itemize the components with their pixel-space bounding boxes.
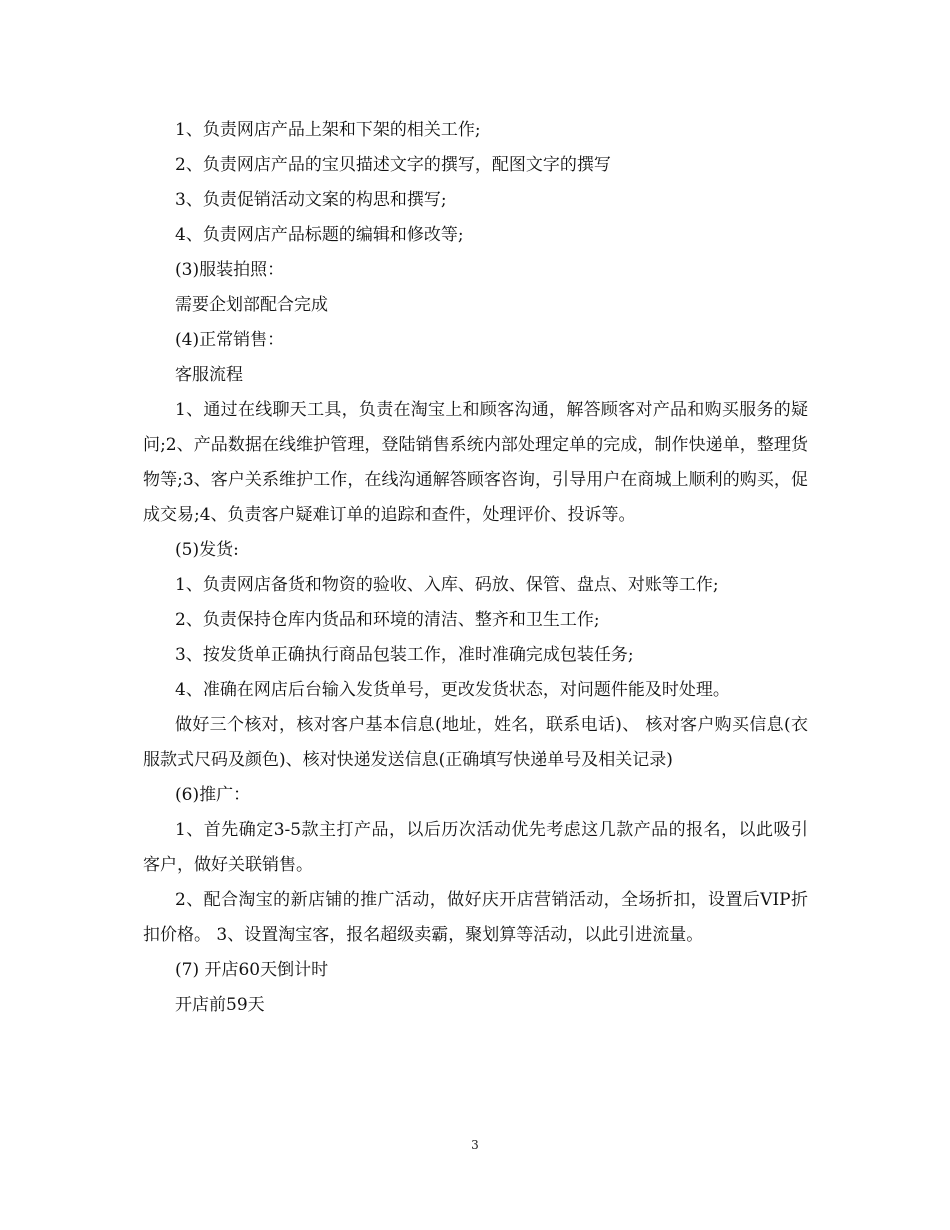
paragraph-shipping-task-1: 1、负责网店备货和物资的验收、入库、码放、保管、盘点、对账等工作; <box>175 575 719 595</box>
paragraph-countdown-day: 开店前59天 <box>175 995 265 1015</box>
section-heading-shipping: (5)发货: <box>175 540 239 560</box>
document-body <box>143 113 808 1023</box>
paragraph-promotion-task-2: 2、配合淘宝的新店铺的推广活动，做好庆开店营销活动，全场折扣，设置后VIP折扣价格。 3、设置淘宝客，报名超级卖霸，聚划算等活动，以此引进流量。 <box>143 890 808 945</box>
section-heading-sales: (4)正常销售： <box>175 330 285 350</box>
paragraph-customer-service-duties: 1、通过在线聊天工具，负责在淘宝上和顾客沟通，解答顾客对产品和购买服务的疑问;2、产品数据在线维护管理，登陆销售系统内部处理定单的完成，制作快递单，整理货物等;3、客户关系维护工作，在线沟通解答顾客咨询，引导用户在商城上顺利的购买，促成交易;4、负责客户疑难订单的追踪和查件，处理评价、投诉等。 <box>143 400 808 525</box>
paragraph-listing-task-2: 2、负责网店产品的宝贝描述文字的撰写，配图文字的撰写 <box>175 155 611 175</box>
paragraph-three-checks: 做好三个核对，核对客户基本信息(地址，姓名，联系电话)、 核对客户购买信息(衣服款式尺码及颜色)、核对快递发送信息(正确填写快递单号及相关记录) <box>143 715 808 770</box>
paragraph-listing-task-3: 3、负责促销活动文案的构思和撰写; <box>175 190 447 210</box>
section-heading-countdown: (7) 开店60天倒计时 <box>175 960 329 980</box>
paragraph-listing-task-1: 1、负责网店产品上架和下架的相关工作; <box>175 120 481 140</box>
paragraph-shipping-task-2: 2、负责保持仓库内货品和环境的清洁、整齐和卫生工作; <box>175 610 600 630</box>
subheading-customer-service: 客服流程 <box>175 365 243 385</box>
section-heading-photography: (3)服装拍照： <box>175 260 285 280</box>
section-heading-promotion: (6)推广： <box>175 785 251 805</box>
paragraph-photography-note: 需要企划部配合完成 <box>175 295 328 315</box>
paragraph-listing-task-4: 4、负责网店产品标题的编辑和修改等; <box>175 225 464 245</box>
page-number: 3 <box>471 1138 479 1152</box>
paragraph-shipping-task-3: 3、按发货单正确执行商品包装工作，准时准确完成包装任务; <box>175 645 634 665</box>
paragraph-shipping-task-4: 4、准确在网店后台输入发货单号，更改发货状态，对问题件能及时处理。 <box>175 680 730 700</box>
paragraph-promotion-task-1: 1、首先确定3-5款主打产品，以后历次活动优先考虑这几款产品的报名，以此吸引客户，做好关联销售。 <box>143 820 808 875</box>
